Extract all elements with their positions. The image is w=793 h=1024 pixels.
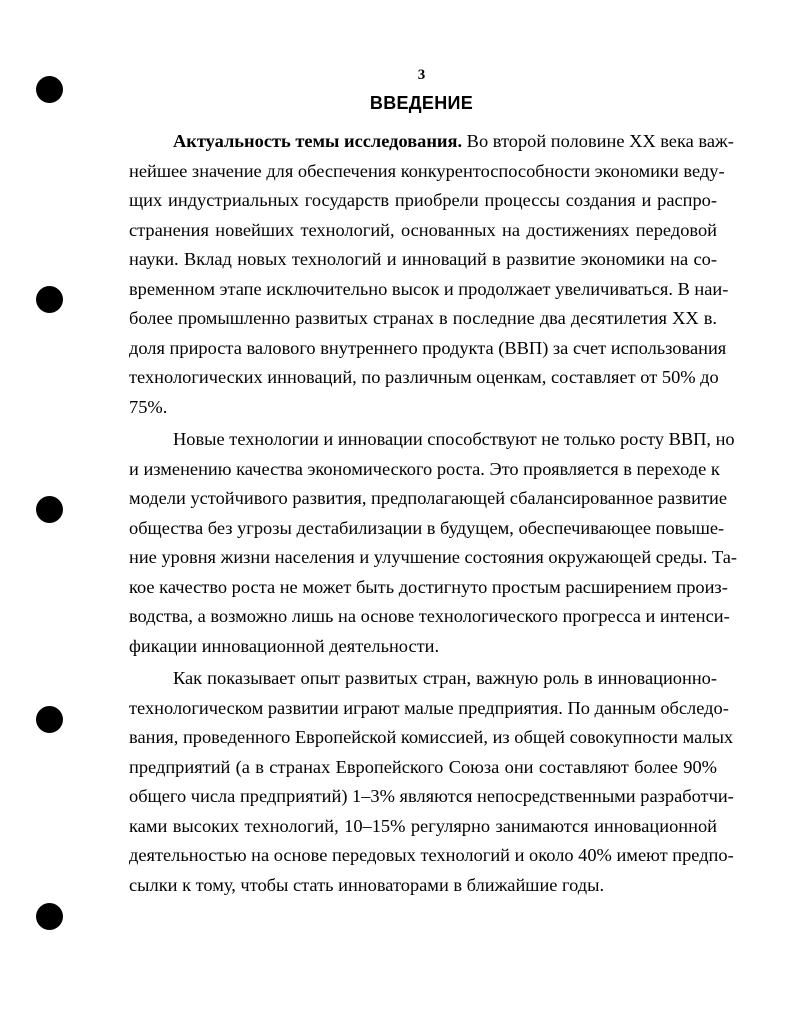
text-line: ками высоких технологий, 10–15% регулярно занимаются инновационной	[129, 815, 717, 836]
text-line: технологическом развитии играют малые предприятия. По данным обследо-	[129, 697, 729, 718]
text-line: и изменению качества экономического роста. Это проявляется в переходе к	[129, 458, 720, 479]
text-line: модели устойчивого развития, предполагающей сбалансированное развитие	[129, 488, 727, 508]
text-line: технологических инноваций, по различным оценкам, составляет от 50% до	[129, 367, 719, 387]
text-line: фикации инновационной деятельности.	[129, 635, 440, 656]
paragraph-small-enterprises	[129, 664, 734, 900]
binder-hole	[36, 286, 63, 313]
text-line: науки. Вклад новых технологий и инноваций в развитие экономики на со-	[129, 249, 717, 269]
binder-hole	[36, 496, 63, 523]
paragraph-new-technologies	[129, 425, 738, 661]
page-number: 3	[417, 67, 426, 83]
section-lead: Актуальность темы исследования.	[173, 131, 463, 151]
text-line: водства, а возможно лишь на основе технологического прогресса и интенси-	[129, 606, 730, 626]
text-line: нейшее значение для обеспечения конкурентоспособности экономики веду-	[129, 160, 725, 181]
text-line: более промышленно развитых странах в последние два десятилетия XX в.	[129, 308, 717, 328]
text-line: 75%.	[129, 396, 168, 417]
text-line: общества без угрозы дестабилизации в будущем, обеспечивающее повыше-	[129, 517, 725, 538]
text-line: щих индустриальных государств приобрели процессы создания и распро-	[129, 190, 717, 210]
text-line: предприятий (а в странах Европейского Союза они составляют более 90%	[129, 756, 717, 777]
page-title: ВВЕДЕНИЕ	[369, 93, 474, 113]
binder-hole	[36, 706, 63, 733]
text-line: странения новейших технологий, основанных на достижениях передовой	[129, 219, 717, 240]
text-line: ние уровня жизни населения и улучшение состояния окружающей среды. Та-	[129, 547, 738, 567]
paragraph-relevance	[129, 127, 734, 422]
text-line: доля прироста валового внутреннего продукта (ВВП) за счет использования	[129, 337, 727, 358]
text-line: общего числа предприятий) 1–3% являются непосредственными разработчи-	[129, 786, 734, 806]
binder-hole	[36, 903, 63, 930]
text-line: деятельностью на основе передовых технологий и около 40% имеют предпо-	[129, 845, 734, 865]
text-line: кое качество роста не может быть достигнуто простым расширением произ-	[129, 576, 728, 597]
text-line: временном этапе исключительно высок и продолжает увеличиваться. В наи-	[129, 278, 729, 299]
text-line: Новые технологии и инновации способствуют не только росту ВВП, но	[173, 429, 735, 449]
text-line: сылки к тому, чтобы стать инноваторами в ближайшие годы.	[129, 874, 605, 895]
document-body	[129, 127, 738, 903]
text-line: вания, проведенного Европейской комиссией, из общей совокупности малых	[129, 727, 734, 747]
text-line: Как показывает опыт развитых стран, важную роль в инновационно-	[173, 668, 717, 688]
text-line: Актуальность темы исследования. Во второй половине XX века важ-	[173, 131, 734, 151]
